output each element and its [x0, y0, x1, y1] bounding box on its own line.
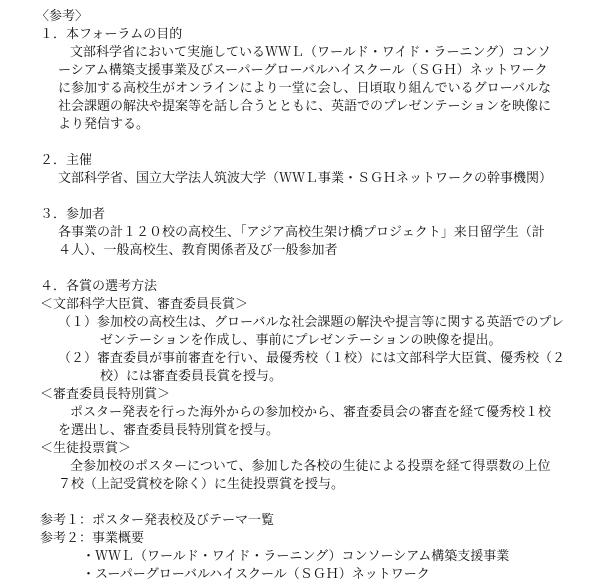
paragraph-line: ーシアム構築支援事業及びスーパーグローバルハイスクール（ＳＧＨ）ネットワーク — [58, 63, 548, 78]
paragraph-line: 全参加校のポスターについて、参加した各校の生徒による投票を経て得票数の上位 — [70, 459, 551, 474]
paragraph-line: ７校（上記受賞校を除く）に生徒投票賞を授与。 — [58, 477, 345, 492]
section-heading: １．本フォーラムの目的 — [40, 27, 183, 42]
references — [40, 512, 586, 584]
paragraph-line: ポスター発表を行った海外からの参加校から、審査委員会の審査を経て優秀校１校 — [70, 405, 552, 420]
reference-1: 参考１：ポスター発表校及びテーマ一覧 — [40, 513, 275, 528]
paragraph-line: に参加する高校生がオンラインにより一堂に会し、日頃取り組んでいるグローバルな — [58, 81, 551, 96]
section-purpose — [40, 26, 586, 134]
section-heading: ４．各賞の選考方法 — [40, 279, 158, 294]
award-heading: ＜生徒投票賞＞ — [40, 441, 132, 456]
reference-label: 〈参考〉 — [36, 9, 89, 24]
reference-2: 参考２：事業概要 — [40, 531, 145, 546]
paragraph-line: 各事業の計１２０校の高校生、「アジア高校生架け橋プロジェクト」来日留学生（計 — [58, 225, 545, 240]
paragraph-line: を選出し、審査委員長特別賞を授与。 — [58, 423, 280, 438]
section-heading: ２．主催 — [40, 153, 93, 168]
paragraph-line: 文部科学省、国立大学法人筑波大学（ＷＷＬ事業・ＳＧＨネットワークの幹事機関） — [58, 171, 553, 186]
paragraph-line: より発信する。 — [58, 117, 150, 132]
section-selection-method — [40, 278, 586, 494]
paragraph-line: ４人）、一般高校生、教育関係者及び一般参加者 — [58, 243, 338, 258]
numbered-item-line: 校）には審査委員長賞を授与。 — [100, 369, 283, 384]
section-organizer — [40, 152, 586, 188]
numbered-item-line: （１）参加校の高校生は、グローバルな社会課題の解決や提言等に関する英語でのプレ — [58, 315, 564, 330]
numbered-item-line: （２）審査委員が事前審査を行い、最優秀校（１校）には文部科学大臣賞、優秀校（２ — [58, 351, 566, 366]
reference-item: ・ＷＷＬ（ワールド・ワイド・ラーニング）コンソーシアム構築支援事業 — [82, 549, 510, 564]
section-participants — [40, 206, 586, 260]
award-heading: ＜文部科学大臣賞、審査委員長賞＞ — [40, 297, 249, 312]
paragraph-line: 文部科学省において実施しているＷＷＬ（ワールド・ワイド・ラーニング）コンソ — [70, 45, 551, 60]
numbered-item-line: ゼンテーションを作成し、事前にプレゼンテーションの映像を提出。 — [100, 333, 502, 348]
reference-item: ・スーパーグローバルハイスクール（ＳＧＨ）ネットワーク — [82, 567, 430, 582]
section-heading: ３．参加者 — [40, 207, 106, 222]
award-heading: ＜審査委員長特別賞＞ — [40, 387, 171, 402]
paragraph-line: 社会課題の解決や提案等を話し合うとともに、英語でのプレゼンテーションを映像に — [58, 99, 551, 114]
